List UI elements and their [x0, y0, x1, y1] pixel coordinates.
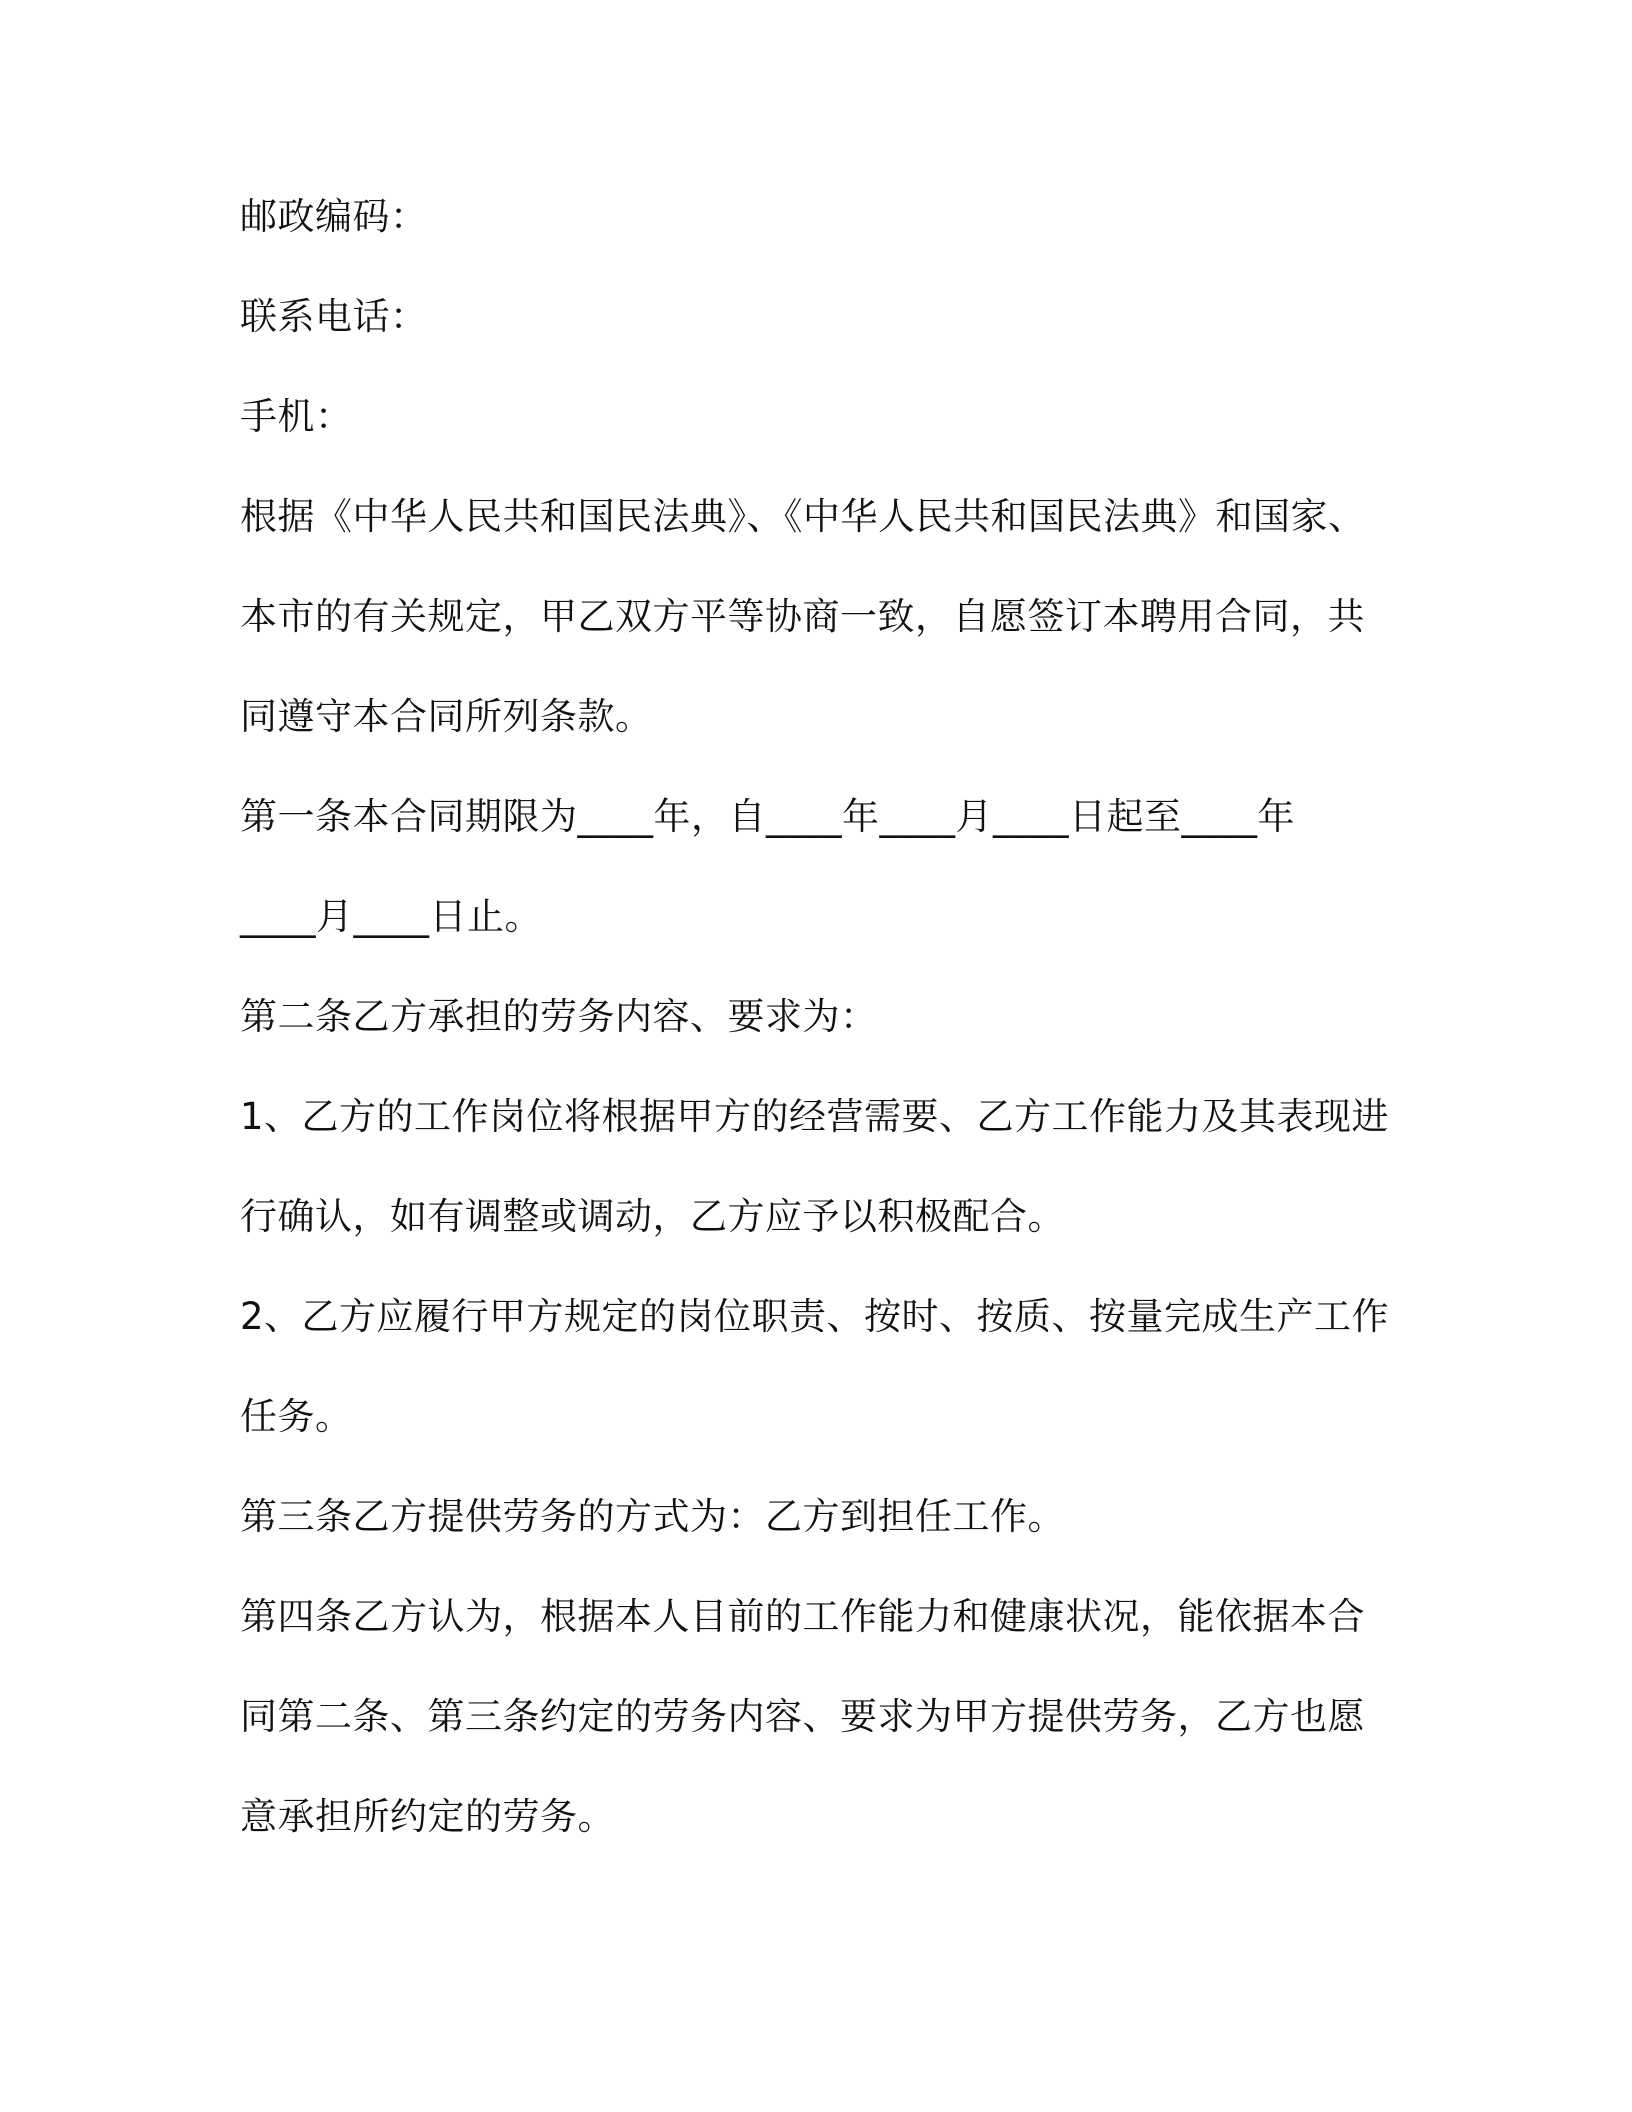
preamble-line-1: 根据《中华人民共和国民法典》、《中华人民共和国民法典》和国家、	[240, 495, 1366, 538]
article-3-line: 第三条乙方提供劳务的方式为：乙方到担任工作。	[240, 1495, 1065, 1538]
article-1-line-2: ____月____日止。	[240, 895, 542, 938]
postal-code-line: 邮政编码：	[240, 195, 428, 238]
phone-line: 联系电话：	[240, 295, 428, 338]
article-2-item-1-line-2: 行确认，如有调整或调动，乙方应予以积极配合。	[240, 1195, 1065, 1238]
article-2-heading: 第二条乙方承担的劳务内容、要求为：	[240, 995, 878, 1038]
article-4-line-3: 意承担所约定的劳务。	[240, 1795, 615, 1838]
article-2-item-2-line-1: 2、乙方应履行甲方规定的岗位职责、按时、按质、按量完成生产工作	[240, 1295, 1390, 1338]
article-2-item-2-line-2: 任务。	[240, 1395, 353, 1438]
preamble-line-3: 同遵守本合同所列条款。	[240, 695, 653, 738]
article-1-line-1: 第一条本合同期限为____年，自____年____月____日起至____年	[240, 795, 1295, 838]
article-2-item-1-line-1: 1、乙方的工作岗位将根据甲方的经营需要、乙方工作能力及其表现进	[240, 1095, 1390, 1138]
preamble-line-2: 本市的有关规定，甲乙双方平等协商一致，自愿签订本聘用合同，共	[240, 595, 1365, 638]
article-4-line-1: 第四条乙方认为，根据本人目前的工作能力和健康状况，能依据本合	[240, 1595, 1365, 1638]
article-4-line-2: 同第二条、第三条约定的劳务内容、要求为甲方提供劳务，乙方也愿	[240, 1695, 1365, 1738]
mobile-line: 手机：	[240, 395, 353, 438]
